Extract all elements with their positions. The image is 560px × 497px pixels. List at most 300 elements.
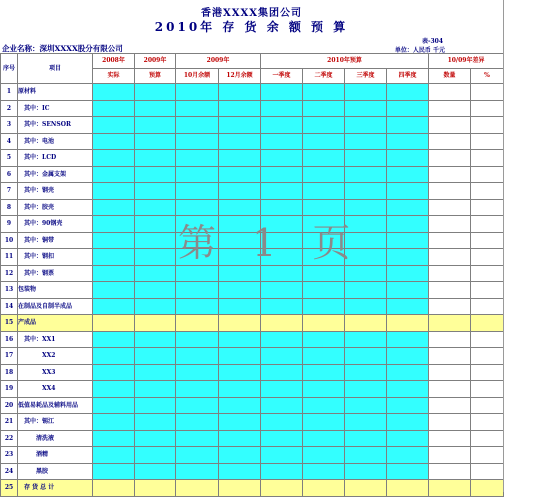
value-cell[interactable] [93,397,135,414]
value-cell[interactable] [93,249,135,266]
value-cell[interactable] [387,447,429,464]
value-cell[interactable] [176,265,219,282]
row-label: 其中：铜带 [18,232,93,249]
value-cell[interactable] [345,249,387,266]
header-2010-budget: 2010年预算 [261,54,429,69]
value-cell[interactable] [387,430,429,447]
diff-cell[interactable] [429,364,471,381]
value-cell[interactable] [176,232,219,249]
row-label: 其中：90钢壳 [18,216,93,233]
value-cell[interactable] [261,447,303,464]
value-cell[interactable] [219,133,261,150]
value-cell[interactable] [261,381,303,398]
diff-cell[interactable] [471,150,504,167]
table-body [1,84,504,497]
value-cell[interactable] [387,265,429,282]
value-cell[interactable] [176,348,219,365]
diff-cell[interactable] [471,117,504,134]
value-cell[interactable] [176,480,219,497]
row-number: 7 [1,183,18,200]
row-number: 1 [1,84,18,101]
diff-cell[interactable] [471,430,504,447]
diff-cell[interactable] [429,133,471,150]
row-label: 其中：XX1 [18,331,93,348]
value-cell[interactable] [303,364,345,381]
value-cell[interactable] [93,117,135,134]
value-cell[interactable] [303,463,345,480]
value-cell[interactable] [303,100,345,117]
value-cell[interactable] [135,397,176,414]
value-cell[interactable] [219,232,261,249]
value-cell[interactable] [135,216,176,233]
diff-cell[interactable] [471,133,504,150]
value-cell[interactable] [176,117,219,134]
table-row [1,249,504,266]
value-cell[interactable] [219,265,261,282]
diff-cell[interactable] [471,183,504,200]
value-cell[interactable] [135,331,176,348]
value-cell[interactable] [345,84,387,101]
value-cell[interactable] [303,480,345,497]
value-cell[interactable] [176,100,219,117]
value-cell[interactable] [387,199,429,216]
value-cell[interactable] [303,166,345,183]
value-cell[interactable] [93,216,135,233]
diff-cell[interactable] [471,348,504,365]
row-number: 3 [1,117,18,134]
diff-cell[interactable] [429,199,471,216]
diff-cell[interactable] [471,315,504,332]
value-cell[interactable] [135,150,176,167]
diff-cell[interactable] [429,150,471,167]
value-cell[interactable] [303,216,345,233]
value-cell[interactable] [93,282,135,299]
value-cell[interactable] [135,348,176,365]
value-cell[interactable] [219,298,261,315]
value-cell[interactable] [176,199,219,216]
value-cell[interactable] [135,183,176,200]
header-diff: 10/09年差异 [429,54,504,69]
row-number: 4 [1,133,18,150]
value-cell[interactable] [93,463,135,480]
header-qty: 数量 [429,69,471,84]
diff-cell[interactable] [471,331,504,348]
value-cell[interactable] [219,249,261,266]
value-cell[interactable] [345,265,387,282]
row-number: 18 [1,364,18,381]
value-cell[interactable] [135,447,176,464]
diff-cell[interactable] [471,364,504,381]
value-cell[interactable] [387,100,429,117]
diff-cell[interactable] [471,216,504,233]
value-cell[interactable] [93,133,135,150]
value-cell[interactable] [219,282,261,299]
row-number: 6 [1,166,18,183]
value-cell[interactable] [303,331,345,348]
value-cell[interactable] [93,381,135,398]
diff-cell[interactable] [471,166,504,183]
value-cell[interactable] [219,100,261,117]
value-cell[interactable] [387,298,429,315]
value-cell[interactable] [387,84,429,101]
diff-cell[interactable] [471,249,504,266]
value-cell[interactable] [303,150,345,167]
row-number: 11 [1,249,18,266]
value-cell[interactable] [387,216,429,233]
diff-cell[interactable] [471,397,504,414]
value-cell[interactable] [176,315,219,332]
diff-cell[interactable] [429,84,471,101]
diff-cell[interactable] [471,282,504,299]
value-cell[interactable] [387,364,429,381]
row-label: 清洗液 [18,430,93,447]
value-cell[interactable] [303,381,345,398]
value-cell[interactable] [345,364,387,381]
diff-cell[interactable] [429,249,471,266]
value-cell[interactable] [176,282,219,299]
value-cell[interactable] [93,430,135,447]
value-cell[interactable] [303,84,345,101]
table-row [1,183,504,200]
diff-cell[interactable] [429,331,471,348]
diff-cell[interactable] [429,183,471,200]
value-cell[interactable] [261,150,303,167]
value-cell[interactable] [93,414,135,431]
value-cell[interactable] [176,397,219,414]
value-cell[interactable] [219,117,261,134]
value-cell[interactable] [387,348,429,365]
value-cell[interactable] [219,315,261,332]
value-cell[interactable] [219,447,261,464]
table-row [1,282,504,299]
value-cell[interactable] [261,315,303,332]
value-cell[interactable] [387,414,429,431]
value-cell[interactable] [176,183,219,200]
value-cell[interactable] [176,249,219,266]
value-cell[interactable] [176,298,219,315]
value-cell[interactable] [135,166,176,183]
diff-cell[interactable] [429,414,471,431]
table-row [1,298,504,315]
value-cell[interactable] [261,397,303,414]
row-number: 12 [1,265,18,282]
value-cell[interactable] [261,348,303,365]
value-cell[interactable] [219,414,261,431]
diff-cell[interactable] [429,348,471,365]
value-cell[interactable] [345,414,387,431]
value-cell[interactable] [176,216,219,233]
value-cell[interactable] [261,331,303,348]
value-cell[interactable] [345,100,387,117]
row-label: 其中：胶壳 [18,199,93,216]
value-cell[interactable] [219,331,261,348]
value-cell[interactable] [219,463,261,480]
value-cell[interactable] [261,117,303,134]
row-label: 原材料 [18,84,93,101]
value-cell[interactable] [303,133,345,150]
diff-cell[interactable] [471,100,504,117]
diff-cell[interactable] [429,463,471,480]
value-cell[interactable] [135,117,176,134]
value-cell[interactable] [93,199,135,216]
value-cell[interactable] [387,381,429,398]
value-cell[interactable] [303,298,345,315]
diff-cell[interactable] [471,414,504,431]
value-cell[interactable] [261,282,303,299]
diff-cell[interactable] [429,166,471,183]
value-cell[interactable] [345,282,387,299]
value-cell[interactable] [135,282,176,299]
diff-cell[interactable] [429,117,471,134]
value-cell[interactable] [261,265,303,282]
value-cell[interactable] [303,348,345,365]
value-cell[interactable] [176,447,219,464]
row-label: 其中：钢壳 [18,183,93,200]
value-cell[interactable] [93,480,135,497]
value-cell[interactable] [303,249,345,266]
value-cell[interactable] [219,381,261,398]
value-cell[interactable] [219,166,261,183]
value-cell[interactable] [135,298,176,315]
diff-cell[interactable] [471,480,504,497]
value-cell[interactable] [303,430,345,447]
value-cell[interactable] [303,232,345,249]
diff-cell[interactable] [429,232,471,249]
value-cell[interactable] [303,199,345,216]
value-cell[interactable] [219,84,261,101]
value-cell[interactable] [261,216,303,233]
diff-cell[interactable] [471,447,504,464]
value-cell[interactable] [93,183,135,200]
value-cell[interactable] [219,430,261,447]
value-cell[interactable] [303,117,345,134]
value-cell[interactable] [387,232,429,249]
value-cell[interactable] [219,199,261,216]
value-cell[interactable] [261,249,303,266]
value-cell[interactable] [345,183,387,200]
value-cell[interactable] [261,463,303,480]
value-cell[interactable] [135,249,176,266]
diff-cell[interactable] [429,265,471,282]
value-cell[interactable] [176,364,219,381]
value-cell[interactable] [303,183,345,200]
table-row [1,463,504,480]
value-cell[interactable] [135,430,176,447]
value-cell[interactable] [303,315,345,332]
value-cell[interactable] [93,84,135,101]
value-cell[interactable] [135,364,176,381]
table-row [1,150,504,167]
value-cell[interactable] [345,463,387,480]
value-cell[interactable] [176,84,219,101]
value-cell[interactable] [93,315,135,332]
table-row [1,331,504,348]
value-cell[interactable] [219,397,261,414]
row-number: 25 [1,480,18,497]
row-number: 24 [1,463,18,480]
value-cell[interactable] [345,166,387,183]
value-cell[interactable] [387,397,429,414]
value-cell[interactable] [387,315,429,332]
value-cell[interactable] [176,381,219,398]
row-number: 10 [1,232,18,249]
header-q1: 一季度 [261,69,303,84]
value-cell[interactable] [176,133,219,150]
diff-cell[interactable] [471,265,504,282]
value-cell[interactable] [176,166,219,183]
value-cell[interactable] [135,84,176,101]
value-cell[interactable] [261,100,303,117]
value-cell[interactable] [176,463,219,480]
value-cell[interactable] [387,133,429,150]
doc-code: 表-304 [421,38,443,45]
value-cell[interactable] [261,183,303,200]
value-cell[interactable] [93,447,135,464]
value-cell[interactable] [345,232,387,249]
row-number: 2 [1,100,18,117]
value-cell[interactable] [387,117,429,134]
value-cell[interactable] [387,331,429,348]
value-cell[interactable] [387,282,429,299]
value-cell[interactable] [93,364,135,381]
table-row [1,232,504,249]
value-cell[interactable] [345,133,387,150]
value-cell[interactable] [345,298,387,315]
value-cell[interactable] [387,480,429,497]
value-cell[interactable] [135,463,176,480]
diff-cell[interactable] [471,298,504,315]
value-cell[interactable] [303,414,345,431]
value-cell[interactable] [176,331,219,348]
diff-cell[interactable] [471,199,504,216]
value-cell[interactable] [387,150,429,167]
row-label: 低值易耗品及辅料用品 [18,397,93,414]
diff-cell[interactable] [429,216,471,233]
value-cell[interactable] [261,414,303,431]
value-cell[interactable] [345,447,387,464]
value-cell[interactable] [387,463,429,480]
value-cell[interactable] [135,315,176,332]
value-cell[interactable] [303,397,345,414]
value-cell[interactable] [387,249,429,266]
header-budget: 预算 [135,69,176,84]
diff-cell[interactable] [471,381,504,398]
value-cell[interactable] [219,216,261,233]
row-number: 15 [1,315,18,332]
value-cell[interactable] [176,430,219,447]
row-number: 21 [1,414,18,431]
value-cell[interactable] [303,282,345,299]
value-cell[interactable] [219,364,261,381]
diff-cell[interactable] [429,100,471,117]
value-cell[interactable] [345,150,387,167]
diff-cell[interactable] [429,430,471,447]
value-cell[interactable] [345,315,387,332]
value-cell[interactable] [135,265,176,282]
value-cell[interactable] [219,150,261,167]
diff-cell[interactable] [429,282,471,299]
value-cell[interactable] [219,183,261,200]
value-cell[interactable] [135,100,176,117]
value-cell[interactable] [93,298,135,315]
value-cell[interactable] [345,199,387,216]
row-number: 9 [1,216,18,233]
diff-cell[interactable] [429,397,471,414]
diff-cell[interactable] [429,298,471,315]
value-cell[interactable] [345,381,387,398]
value-cell[interactable] [176,414,219,431]
value-cell[interactable] [93,166,135,183]
value-cell[interactable] [93,331,135,348]
value-cell[interactable] [135,199,176,216]
value-cell[interactable] [261,232,303,249]
value-cell[interactable] [345,331,387,348]
diff-cell[interactable] [429,315,471,332]
row-label: 产成品 [18,315,93,332]
header-dec: 12月余额 [219,69,261,84]
value-cell[interactable] [135,480,176,497]
value-cell[interactable] [93,150,135,167]
page-title: 2010年 存 货 余 额 预 算 [154,20,349,34]
value-cell[interactable] [261,199,303,216]
value-cell[interactable] [345,216,387,233]
diff-cell[interactable] [429,480,471,497]
value-cell[interactable] [261,166,303,183]
value-cell[interactable] [261,430,303,447]
value-cell[interactable] [261,133,303,150]
value-cell[interactable] [387,166,429,183]
value-cell[interactable] [135,381,176,398]
diff-cell[interactable] [471,232,504,249]
row-number: 16 [1,331,18,348]
value-cell[interactable] [176,150,219,167]
value-cell[interactable] [261,298,303,315]
header-pct: % [471,69,504,84]
header-2009: 2009年 [176,54,261,69]
table-row [1,381,504,398]
value-cell[interactable] [219,480,261,497]
value-cell[interactable] [135,133,176,150]
value-cell[interactable] [93,348,135,365]
diff-cell[interactable] [429,381,471,398]
value-cell[interactable] [135,232,176,249]
value-cell[interactable] [261,364,303,381]
value-cell[interactable] [261,480,303,497]
table-row [1,315,504,332]
value-cell[interactable] [345,397,387,414]
value-cell[interactable] [93,232,135,249]
diff-cell[interactable] [471,463,504,480]
value-cell[interactable] [387,183,429,200]
value-cell[interactable] [261,84,303,101]
value-cell[interactable] [303,265,345,282]
value-cell[interactable] [219,348,261,365]
value-cell[interactable] [345,480,387,497]
value-cell[interactable] [345,430,387,447]
diff-cell[interactable] [429,447,471,464]
value-cell[interactable] [345,117,387,134]
row-label: 其中：电池 [18,133,93,150]
diff-cell[interactable] [471,84,504,101]
value-cell[interactable] [135,414,176,431]
value-cell[interactable] [93,100,135,117]
value-cell[interactable] [345,348,387,365]
value-cell[interactable] [93,265,135,282]
row-label: 酒精 [18,447,93,464]
row-number: 8 [1,199,18,216]
value-cell[interactable] [303,447,345,464]
table-row [1,100,504,117]
